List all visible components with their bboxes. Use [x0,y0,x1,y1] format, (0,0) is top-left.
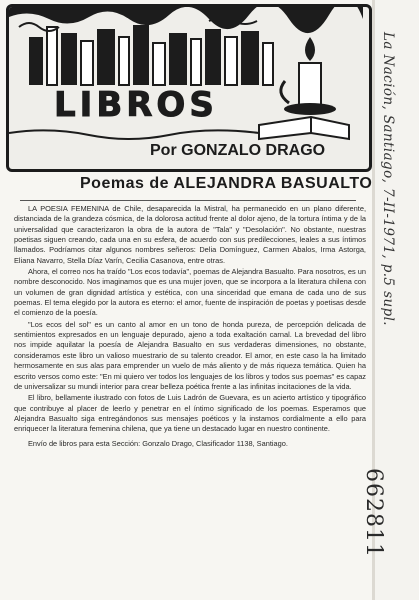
column-title: LIBROS [54,85,218,125]
article-title: Poemas de ALEJANDRA BASUALTO [80,175,373,192]
article-body [14,204,366,450]
paragraph: El libro, bellamente ilustrado con fotos de Luis Ladrón de Guevara, es un acierto artístico y tipográfico que contribuye al placer de leerlo y penetrar en el íntimo significado de los poemas. Esperamos que Alejandra Basualto siga entregándonos sus mensajes poéticos y la instamos cordialmente a ello para enriquecer la literatura femenina chilena, que ya tiene un destacado lugar en nuestro continente. [14,393,366,434]
column-byline: Por GONZALO DRAGO [150,142,326,159]
paragraph: "Los ecos del sol" es un canto al amor en un tono de honda pureza, de percepción delicada de sentimientos expresados en un lenguaje depurado, ajeno a toda exaltación carnal. La brevedad del libro nos impide aquilatar la poesía de Alejandra Basualto en sus verdaderas dimensiones, no obstante, consideramos este libro un valioso muestrario de su talento creador. El amor, en este caso la ha limitado hermosamente en sus alas para emprender un vuelo de más aliento y de más riqueza temática. Quien ha escrito versos como este: "En mi quiero ver todos los lenguajes de los libros y todos sus poemas" es capaz de universalizar su mundi interior para crear belleza poética frente a las infinitas incitaciones de la vida. [14,319,366,391]
paragraph: LA POESIA FEMENINA de Chile, desaparecida la Mistral, ha permanecido en un plano diferente, distanciada de la grandeza cósmica, de la dolorosa actitud frente al dolor ajeno, de la tortura íntima y de la universalidad que caracterizaron la obra de la autora de "Tala" y "Desolación". No obstante, nuestras poetisas siguen creando, cada una en su esfera, de acuerdo con sus predilecciones, leales a sus íntimos llamados. Podríamos citar algunos nombres señeros: Delia Domínguez, Carmen Abalos, Irma Astorga, Eliana Navarro, Stella Díaz Varín, Cecilia Casanova, entre otras. [14,204,366,265]
paragraph: Ahora, el correo nos ha traído "Los ecos todavía", poemas de Alejandra Basualto. Para nosotros, es un nombre desconocido. Nos imaginamos que es una mujer joven, que se incorpora a la literatura chilena con un volumen de gran dignidad artística y estética, con una sinceridad que emana de cada uno de sus poemas. El tema elegido por la autora es eterno: el amor, fuente de inspiración de poetas y poetisas desde el comienzo de la poesía. [14,267,366,318]
title-divider [20,200,356,201]
article-footer: Envío de libros para esta Sección: Gonzalo Drago, Clasificador 1138, Santiago. [28,438,288,448]
archive-number: 662811 [361,468,386,558]
handwritten-source-note: La Nación, Santiago, 7-II-1971, p.5 supl. [380,32,396,326]
